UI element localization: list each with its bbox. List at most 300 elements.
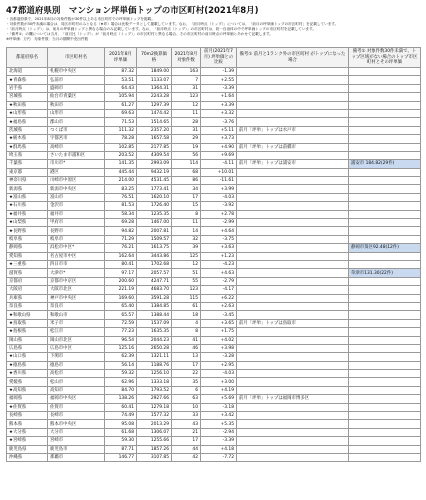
cell-prefecture [7,353,48,361]
cell-count-text: 4 [195,320,198,326]
cell-diff [201,76,237,84]
cell-total [137,445,172,453]
cell-prefecture-text: 鹿児島県 [9,446,27,452]
cell-diff [201,160,237,168]
cell-note1 [237,68,349,76]
cell-city [48,151,105,159]
cell-count [172,118,201,126]
cell-price-text: 56.14 [121,362,134,368]
cell-diff-text: -4.23 [222,262,234,268]
cell-diff-text: -2.79 [222,278,234,284]
cell-diff [201,361,237,369]
page-title: 47都道府県別 マンション坪単価トップの市区町村(2021年8月) [6,6,259,16]
cell-diff-text: -11.61 [219,178,234,184]
star-icon: ★ [9,211,13,217]
cell-price [105,260,137,268]
cell-diff-text: +3.98 [220,346,234,352]
cell-diff [201,294,237,302]
star-icon: ★ [9,312,13,318]
cell-city [48,403,105,411]
cell-prefecture-text: 千葉県 [9,161,23,167]
cell-price-text: 97.17 [121,270,134,276]
cell-price [105,76,137,84]
cell-note2 [349,412,421,420]
cell-city-text: 福岡市中央区 [50,396,77,402]
cell-prefecture-text: 秋田県 [12,102,27,108]
table-row [7,302,421,310]
cell-city-text: 奈良市 [50,304,64,310]
cell-note1 [237,252,349,260]
cell-prefecture-text: 奈良県 [9,304,23,310]
cell-total [137,344,172,352]
cell-price-text: 59.30 [121,438,134,444]
cell-total [137,302,172,310]
cell-diff-text: +4.19 [220,388,234,394]
cell-count-text: 15 [192,203,198,209]
cell-city-text: 秋田市 [50,102,64,108]
cell-count-text: 8 [195,329,198,335]
cell-total [137,311,172,319]
cell-price-text: 203.52 [118,153,134,159]
cell-price-text: 62.39 [121,354,134,360]
cell-prefecture-text: 長崎県 [9,413,23,419]
cell-price-text: 74.49 [121,413,134,419]
cell-diff [201,336,237,344]
table-row [7,118,421,126]
cell-price-text: 111.32 [118,127,134,133]
cell-price [105,109,137,117]
cell-diff [201,370,237,378]
cell-note2 [349,277,421,285]
cell-city [48,302,105,310]
cell-prefecture [7,252,48,260]
table-row [7,227,421,235]
table-row [7,269,421,277]
cell-diff-text: -4.17 [222,287,234,293]
cell-price-text: 141.35 [118,161,134,167]
cell-price [105,244,137,252]
cell-count [172,143,201,151]
table-row [7,219,421,227]
cell-note1 [237,227,349,235]
cell-note1 [237,244,349,252]
cell-total [137,168,172,176]
cell-city-text: 熊本市中央区 [50,421,77,427]
cell-diff-text: -3.18 [222,404,234,410]
table-row [7,378,421,386]
cell-diff-text: +10.01 [217,169,234,175]
cell-note1 [237,328,349,336]
cell-price [105,269,137,277]
cell-city [48,386,105,394]
star-icon: ★ [9,195,13,201]
header-diff: 前月(2021年7月) 坪単価との比較 [201,48,237,68]
cell-note2 [349,252,421,260]
cell-total-text: 1384.85 [150,304,169,310]
table-row [7,244,421,252]
cell-count-text: 46 [192,346,198,352]
cell-count-text: 7 [195,77,198,83]
table-row [7,412,421,420]
cell-count-text: 10 [192,404,198,410]
cell-count-text: 29 [192,136,198,142]
cell-price [105,395,137,403]
cell-prefecture [7,302,48,310]
header-count: 2021年8月 対象件数 [172,48,201,68]
header-city: 市区町村名 [48,48,105,68]
cell-note1 [237,395,349,403]
cell-city [48,118,105,126]
notes-block [6,17,420,42]
table-row [7,420,421,428]
cell-note2 [349,177,421,185]
cell-city-text: 大阪市北区 [50,287,72,293]
cell-note1-text: 前月「坪単」トップは水戸市 [239,127,296,133]
cell-prefecture-text: 長野県 [12,228,27,234]
cell-count [172,319,201,327]
cell-total [137,353,172,361]
cell-city [48,445,105,453]
table-header-row [7,48,421,68]
cell-diff [201,219,237,227]
cell-count [172,328,201,336]
cell-prefecture [7,445,48,453]
cell-count-text: 33 [192,413,198,419]
cell-total-text: 2650.28 [150,346,169,352]
cell-total [137,412,172,420]
star-icon: ★ [9,354,13,360]
star-icon: ★ [9,144,13,150]
cell-note2 [349,311,421,319]
cell-total [137,101,172,109]
table-row [7,319,421,327]
cell-prefecture-text: 宮城県 [9,94,23,100]
table-row [7,235,421,243]
cell-note2 [349,101,421,109]
cell-count-text: 61 [192,304,198,310]
cell-diff-text: +3.65 [220,320,234,326]
cell-diff-text: +2.63 [220,304,234,310]
cell-count-text: 22 [192,371,198,377]
cell-total-text: 1388.44 [150,312,169,318]
cell-city [48,420,105,428]
cell-note2 [349,210,421,218]
cell-note1 [237,260,349,268]
cell-diff [201,311,237,319]
cell-diff [201,378,237,386]
cell-note1 [237,386,349,394]
cell-diff-text: -3.45 [222,312,234,318]
cell-price [105,210,137,218]
cell-note1-text: 前月「坪単」トップは鳥取市 [239,320,296,326]
cell-note1 [237,143,349,151]
cell-price [105,202,137,210]
cell-price-text: 58.34 [121,211,134,217]
cell-total-text: 1793.52 [150,388,169,394]
cell-price-text: 87.71 [121,446,134,452]
cell-note1 [237,202,349,210]
cell-diff-text: +3.73 [220,136,234,142]
cell-total [137,386,172,394]
cell-price [105,437,137,445]
cell-count [172,168,201,176]
cell-note2 [349,344,421,352]
cell-note1 [237,319,349,327]
cell-prefecture [7,93,48,101]
cell-diff-text: -4.03 [222,195,234,201]
cell-city [48,177,105,185]
cell-diff [201,227,237,235]
cell-diff [201,177,237,185]
cell-total [137,84,172,92]
cell-total-text: 1577.32 [150,413,169,419]
cell-prefecture [7,76,48,84]
table-row [7,294,421,302]
cell-diff-text: -3.76 [222,119,234,125]
cell-price-text: 94.82 [121,228,134,234]
cell-total [137,93,172,101]
table-row [7,160,421,168]
cell-city [48,101,105,109]
cell-prefecture [7,420,48,428]
cell-count [172,151,201,159]
table-row [7,311,421,319]
cell-city-text: 名古屋市中区 [50,253,77,259]
cell-diff-text: +4.90 [220,144,234,150]
cell-total-text: 1620.10 [150,195,169,201]
cell-diff [201,260,237,268]
cell-count [172,244,201,252]
cell-note1 [237,428,349,436]
cell-price-text: 62.96 [121,379,134,385]
cell-total-text: 1364.31 [150,85,169,91]
cell-price-text: 61.68 [121,429,134,435]
cell-price-text: 81.53 [121,203,134,209]
cell-city [48,84,105,92]
cell-total-text: 4309.54 [150,153,169,159]
cell-diff-text: +2.78 [220,211,234,217]
cell-total [137,177,172,185]
cell-city [48,412,105,420]
cell-count-text: 125 [189,253,198,259]
cell-prefecture [7,84,48,92]
cell-total-text: 1702.68 [150,262,169,268]
cell-count [172,428,201,436]
cell-city-text: 米子市 [50,320,64,326]
cell-note2-text: 浦安市 184.82(29件) [351,161,395,167]
cell-price-text: 61.27 [121,102,134,108]
table-row [7,328,421,336]
cell-prefecture [7,235,48,243]
cell-prefecture-text: 徳島県 [12,362,27,368]
cell-count-text: 17 [192,438,198,444]
cell-note1 [237,361,349,369]
cell-total [137,428,172,436]
cell-note2 [349,84,421,92]
cell-note2 [349,135,421,143]
cell-count-text: 6 [195,388,198,394]
cell-count-text: 56 [192,153,198,159]
cell-diff-text: +1.23 [220,253,234,259]
cell-city-text: 下関市 [50,354,64,360]
cell-diff-text: +6.22 [220,295,234,301]
cell-note1 [237,210,349,218]
cell-prefecture [7,412,48,420]
cell-total-text: 2927.66 [150,396,169,402]
cell-note1 [237,302,349,310]
cell-note2 [349,260,421,268]
cell-count-text: 13 [192,354,198,360]
cell-price-text: 200.60 [118,278,134,284]
cell-price [105,361,137,369]
cell-price [105,328,137,336]
cell-price [105,160,137,168]
cell-diff [201,84,237,92]
cell-price-text: 77.23 [121,329,134,335]
cell-count [172,420,201,428]
cell-count-text: 39 [192,245,198,251]
star-icon: ★ [9,438,13,444]
cell-city [48,361,105,369]
cell-prefecture [7,370,48,378]
cell-count-text: 11 [192,220,198,226]
cell-count-text: 12 [192,102,198,108]
cell-prefecture-text: 岩手県 [9,85,23,91]
header-price: 2021年8月 坪単価 [105,48,137,68]
table-row [7,361,421,369]
cell-total [137,118,172,126]
cell-city-text: 甲府市 [50,220,64,226]
table-row [7,370,421,378]
cell-note2 [349,269,421,277]
cell-diff [201,68,237,76]
cell-count [172,361,201,369]
cell-price [105,412,137,420]
table-row [7,286,421,294]
cell-total-text: 3443.86 [150,253,169,259]
cell-count-text: 17 [192,195,198,201]
cell-prefecture [7,135,48,143]
cell-total [137,294,172,302]
cell-count-text: 44 [192,446,198,452]
cell-total-text: 2993.09 [150,161,169,167]
cell-diff [201,344,237,352]
cell-prefecture [7,143,48,151]
cell-prefecture-text: 山梨県 [12,220,27,226]
cell-prefecture-text: 山形県 [12,111,27,117]
cell-note2 [349,219,421,227]
cell-total [137,260,172,268]
cell-prefecture-text: 福井県 [12,211,27,217]
cell-diff-text: +3.00 [220,379,234,385]
cell-note2 [349,109,421,117]
cell-diff [201,118,237,126]
cell-note1 [237,185,349,193]
cell-count-text: 55 [192,278,198,284]
cell-total [137,151,172,159]
cell-total [137,109,172,117]
cell-total [137,219,172,227]
cell-prefecture-text: 熊本県 [9,421,23,427]
cell-city [48,353,105,361]
cell-total [137,76,172,84]
cell-prefecture [7,453,48,461]
cell-note2 [349,319,421,327]
cell-diff-text: +2.95 [220,362,234,368]
cell-price [105,420,137,428]
cell-diff-text: +1.64 [220,94,234,100]
cell-total-text: 1321.11 [150,354,169,360]
cell-total-text: 1509.57 [150,237,169,242]
cell-diff-text: +5.35 [220,421,234,427]
cell-price [105,319,137,327]
table-row [7,453,421,461]
cell-prefecture [7,185,48,193]
cell-total-text: 1256.10 [150,371,169,377]
cell-note2 [349,445,421,453]
cell-total-text: 1255.66 [150,438,169,444]
cell-prefecture [7,328,48,336]
cell-prefecture-text: 岐阜県 [9,237,23,242]
cell-price-text: 76.51 [121,195,134,201]
cell-price [105,336,137,344]
cell-city-text: 鹿児島市 [50,446,68,452]
cell-total [137,319,172,327]
table-row [7,437,421,445]
cell-count-text: 18 [192,312,198,318]
table-row [7,93,421,101]
header-total: 70m2換算価格 [137,48,172,68]
cell-note1 [237,101,349,109]
cell-total-text: 1857.26 [150,446,169,452]
cell-total [137,277,172,285]
cell-diff [201,168,237,176]
cell-total-text: 4531.45 [150,178,169,184]
cell-total-text: 4247.71 [150,278,169,284]
cell-city [48,395,105,403]
cell-note2-text: 静岡市葵区92.48(12件) [351,245,399,251]
cell-price [105,168,137,176]
cell-note2 [349,168,421,176]
cell-city-text: 福井市 [50,211,64,217]
cell-price [105,386,137,394]
cell-count [172,84,201,92]
cell-city [48,109,105,117]
cell-price [105,453,137,461]
cell-prefecture-text: 新潟県 [9,186,23,192]
cell-note2 [349,437,421,445]
cell-prefecture [7,277,48,285]
cell-price [105,286,137,294]
cell-note1 [237,118,349,126]
cell-count [172,219,201,227]
cell-prefecture-text: 富山県 [12,195,27,201]
cell-count [172,101,201,109]
cell-total-text: 2357.20 [150,127,169,133]
cell-city [48,260,105,268]
cell-prefecture [7,311,48,319]
cell-count [172,93,201,101]
cell-price-text: 445.44 [118,169,134,175]
cell-city [48,68,105,76]
cell-note2 [349,328,421,336]
cell-price [105,370,137,378]
table-row [7,202,421,210]
cell-count-text: 115 [189,295,198,301]
star-icon: ★ [9,136,13,142]
cell-count-text: 123 [189,287,198,293]
cell-city-text: 長野市 [50,228,64,234]
